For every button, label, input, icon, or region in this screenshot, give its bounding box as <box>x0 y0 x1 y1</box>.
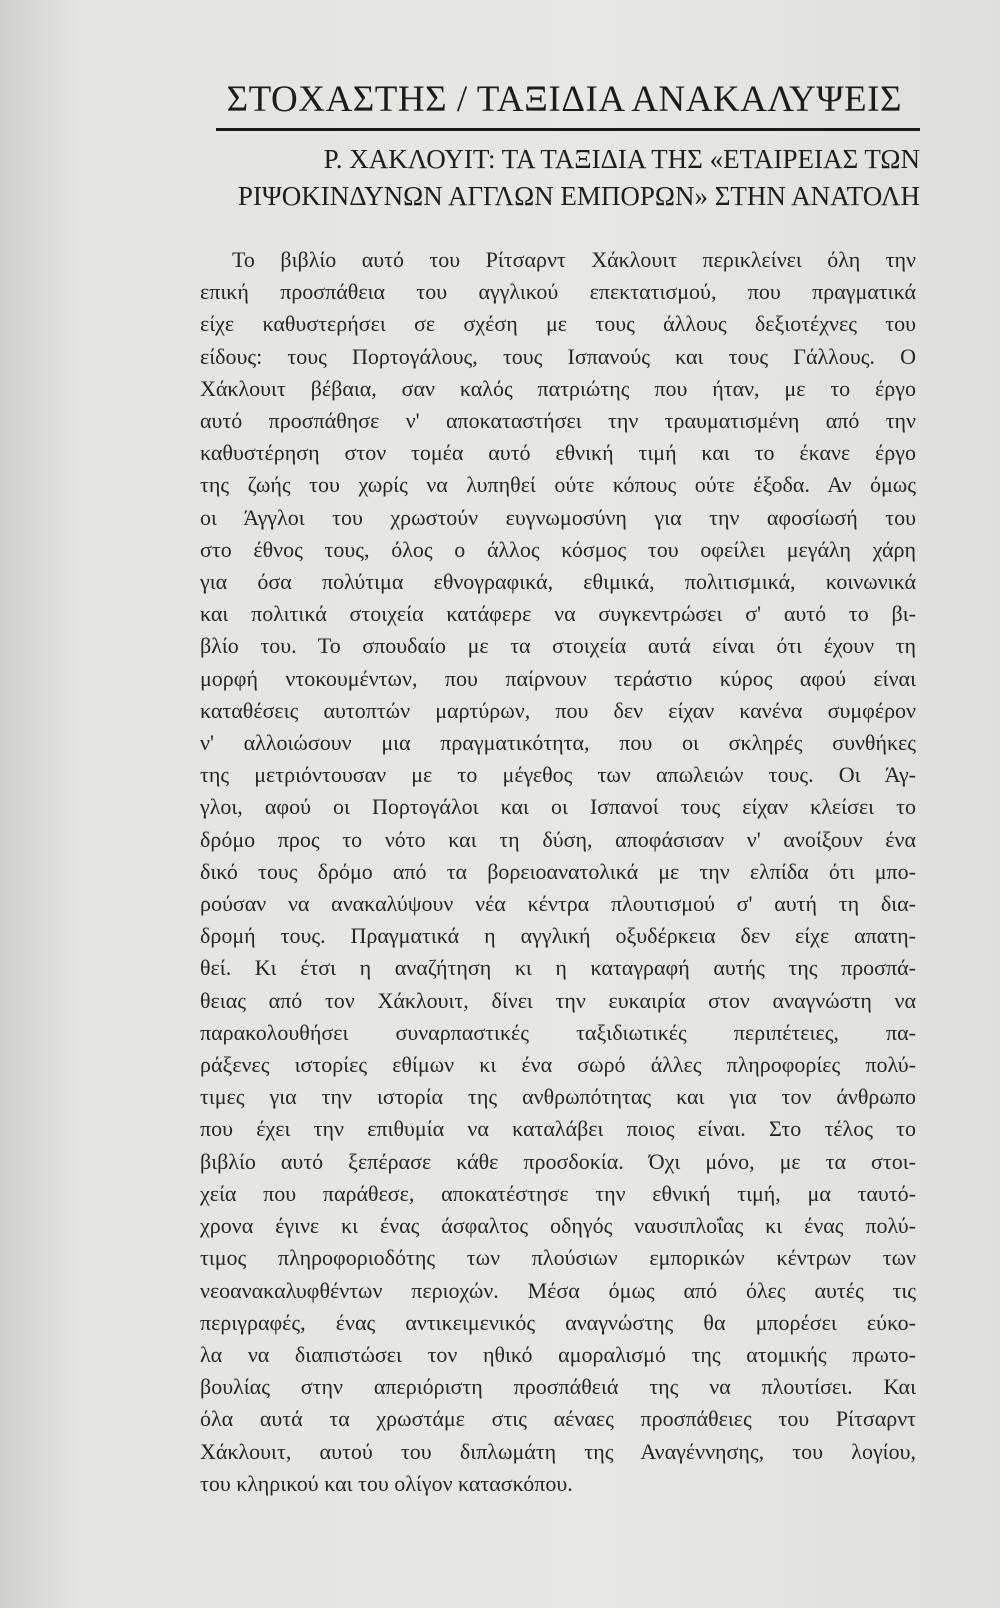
book-title-line: ΡΙΨΟΚΙΝΔΥΝΩΝ ΑΓΓΛΩΝ ΕΜΠΟΡΩΝ» ΣΤΗΝ ΑΝΑΤΟΛΗ <box>237 181 920 211</box>
paragraph-line: είχε καθυστερήσει σε σχέση με τους άλλους δεξιοτέχνες του <box>200 311 916 337</box>
paragraph-line: δρόμο προς το νότο και τη δύση, αποφάσισαν ν' ανοίξουν ένα <box>200 826 916 852</box>
paragraph-line: ρούσαν να ανακαλύψουν νέα κέντρα πλουτισμού σ' αυτή τη δια- <box>200 891 916 917</box>
paragraph-line: όλα αυτά τα χρωστάμε στις αέναες προσπάθειες του Ρίτσαρντ <box>200 1406 916 1432</box>
paragraph-line: δικό τους δρόμο από τα βορειοανατολικά με την ελπίδα ότι μπο- <box>200 858 916 884</box>
header <box>216 74 920 215</box>
paragraph-line: και πολιτικά στοιχεία κατάφερε να συγκεντρώσει σ' αυτό το βι- <box>200 601 916 627</box>
paragraph-line: της μετριόντουσαν με το μέγεθος των απωλειών τους. Οι Άγ- <box>200 762 916 788</box>
paragraph-line: του κληρικού και του ολίγον κατασκόπου. <box>200 1470 573 1496</box>
paragraph-line: είδους: τους Πορτογάλους, τους Ισπανούς και τους Γάλλους. Ο <box>200 343 916 369</box>
paragraph-line: βουλίας στην απεριόριστη προσπάθειά της να πλουτίσει. Και <box>200 1374 916 1400</box>
paragraph-line: μορφή ντοκουμέντων, που παίρνουν τεράστιο κύρος αφού είναι <box>200 665 916 691</box>
paragraph-line: περιγραφές, ένας αντικειμενικός αναγνώστης θα μπορέσει εύκο- <box>200 1309 916 1335</box>
paragraph-line: στο έθνος τους, όλος ο άλλος κόσμος του οφείλει μεγάλη χάρη <box>200 536 916 562</box>
paragraph-line: της ζωής του χωρίς να λυπηθεί ούτε κόπους ούτε έξοδα. Αν όμως <box>200 472 916 498</box>
paragraph-line: χρονα έγινε κι ένας άσφαλτος οδηγός ναυσιπλοΐας κι ένας πολύ- <box>200 1213 916 1239</box>
paragraph-line: αυτό προσπάθησε ν' αποκαταστήσει την τραυματισμένη από την <box>200 408 916 434</box>
paragraph-line: παρακολουθήσει συναρπαστικές ταξιδιωτικές περιπέτειες, πα- <box>200 1019 916 1045</box>
paragraph-line: Χάκλουιτ βέβαια, σαν καλός πατριώτης που ήταν, με το έργο <box>200 375 916 401</box>
book-title <box>216 141 920 215</box>
paragraph-line: τιμες για την ιστορία της ανθρωπότητας και για τον άνθρωπο <box>200 1084 916 1110</box>
description-paragraph <box>200 244 916 1500</box>
book-title-line: Ρ. ΧΑΚΛΟΥΙΤ: ΤΑ ΤΑΞΙΔΙΑ ΤΗΣ «ΕΤΑΙΡΕΙΑΣ ΤΩΝ <box>323 144 920 174</box>
paragraph-line: καταθέσεις αυτοπτών μαρτύρων, που δεν είχαν κανένα συμφέρον <box>200 697 916 723</box>
paragraph-line: βιβλίο αυτό ξεπέρασε κάθε προσδοκία. Όχι μόνο, με τα στοι- <box>200 1148 916 1174</box>
paragraph-line: ν' αλλοιώσουν μια πραγματικότητα, που οι σκληρές συνθήκες <box>200 730 916 756</box>
paragraph-line: τιμος πληροφοριοδότης των πλούσιων εμπορικών κέντρων των <box>200 1245 916 1271</box>
paragraph-line: δρομή τους. Πραγματικά η αγγλική οξυδέρκεια δεν είχε απατη- <box>200 923 916 949</box>
paragraph-line: χεία που παράθεσε, αποκατέστησε την εθνική τιμή, μα ταυτό- <box>200 1180 916 1206</box>
paragraph-line: Το βιβλίο αυτό του Ρίτσαρντ Χάκλουιτ περικλείνει όλη την <box>232 247 916 272</box>
paragraph-line: λα να διαπιστώσει τον ηθικό αμοραλισμό της ατομικής πρωτο- <box>200 1341 916 1367</box>
paragraph-line: οι Άγγλοι του χρωστούν ευγνωμοσύνη για την αφοσίωσή του <box>200 504 916 530</box>
paragraph-line: που έχει την επιθυμία να καταλάβει ποιος είναι. Στο τέλος το <box>200 1116 916 1142</box>
paragraph-line: θεί. Κι έτσι η αναζήτηση κι η καταγραφή αυτής της προσπά- <box>200 955 916 981</box>
paragraph-line: βλίο του. Το σπουδαίο με τα στοιχεία αυτά είναι ότι έχουν τη <box>200 633 916 659</box>
paragraph-line: θειας από τον Χάκλουιτ, δίνει την ευκαιρία στον αναγνώστη να <box>200 987 916 1013</box>
paragraph-line: γλοι, αφού οι Πορτογάλοι και οι Ισπανοί τους είχαν κλείσει το <box>200 794 916 820</box>
paragraph-line: ράξενες ιστορίες εθίμων κι ένα σωρό άλλες πληροφορίες πολύ- <box>200 1052 916 1078</box>
series-title: ΣΤΟΧΑΣΤΗΣ / ΤΑΞΙΔΙΑ ΑΝΑΚΑΛΥΨΕΙΣ <box>226 79 902 120</box>
paragraph-line: επική προσπάθεια του αγγλικού επεκτατισμού, που πραγματικά <box>200 279 916 305</box>
paragraph-line: Χάκλουιτ, αυτού του διπλωμάτη της Αναγέννησης, του λογίου, <box>200 1438 916 1464</box>
paragraph-line: νεοανακαλυφθέντων περιοχών. Μέσα όμως από όλες αυτές τις <box>200 1277 916 1303</box>
paragraph-line: καθυστέρηση στον τομέα αυτό εθνική τιμή και το έκανε έργο <box>200 440 916 466</box>
paragraph-line: για όσα πολύτιμα εθνογραφικά, εθιμικά, πολιτισμικά, κοινωνικά <box>200 569 916 595</box>
header-rule <box>216 128 920 131</box>
